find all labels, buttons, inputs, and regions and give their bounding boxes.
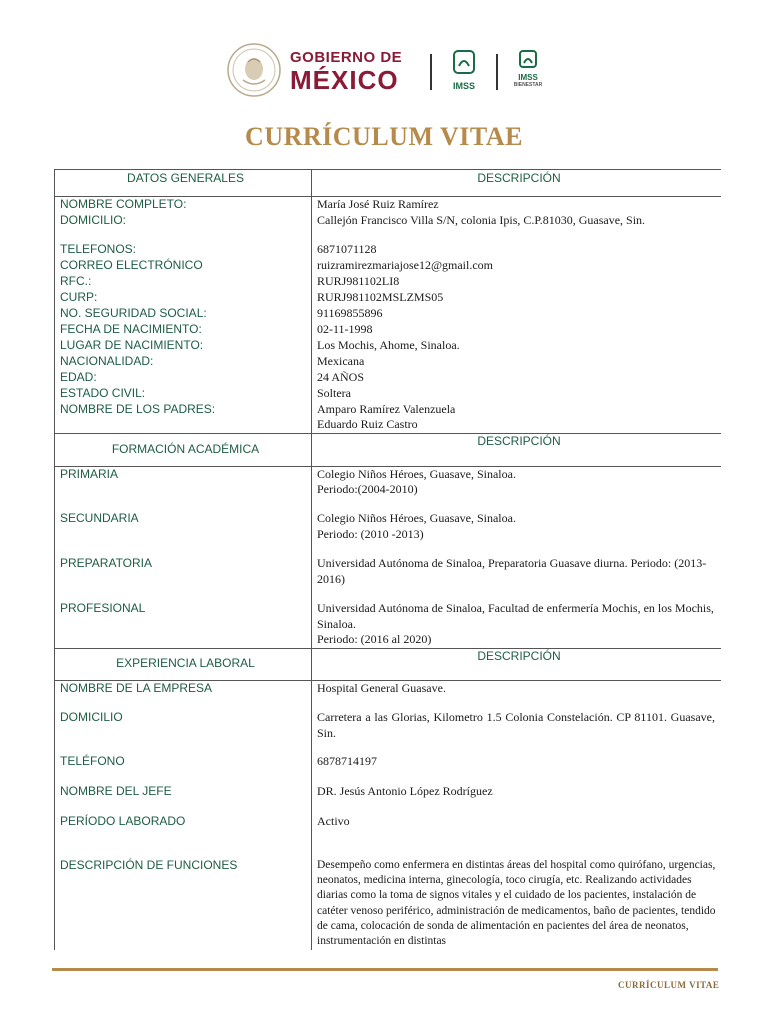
cv-table bbox=[54, 169, 721, 950]
field-label: LUGAR DE NACIMIENTO: bbox=[55, 338, 312, 354]
field-value: Callejón Francisco Villa S/N, colonia Ipis, C.P.81030, Guasave, Sin. bbox=[312, 213, 722, 242]
document-title: CURRÍCULUM VITAE bbox=[245, 122, 523, 151]
field-label: NOMBRE DE LOS PADRES: bbox=[55, 402, 312, 434]
table-row bbox=[55, 814, 722, 858]
section-description-header: DESCRIPCIÓN bbox=[312, 170, 722, 197]
school-name: Universidad Autónoma de Sinaloa, Preparatoria Guasave diurna. Periodo: (2013-2016) bbox=[317, 556, 707, 586]
field-label: ESTADO CIVIL: bbox=[55, 386, 312, 402]
field-label: NOMBRE DE LA EMPRESA bbox=[55, 680, 312, 710]
field-value: DR. Jesús Antonio López Rodríguez bbox=[312, 784, 722, 814]
field-label: PRIMARIA bbox=[55, 466, 312, 511]
gov-line2: MÉXICO bbox=[290, 65, 399, 95]
table-row bbox=[55, 402, 722, 434]
section-header-datos bbox=[55, 170, 722, 197]
field-label: RFC.: bbox=[55, 274, 312, 290]
field-value: Los Mochis, Ahome, Sinaloa. bbox=[312, 338, 722, 354]
cv-table-wrapper bbox=[54, 169, 721, 950]
table-row bbox=[55, 354, 722, 370]
table-row bbox=[55, 511, 722, 556]
section-description-header: DESCRIPCIÓN bbox=[312, 648, 722, 680]
section-title: FORMACIÓN ACADÉMICA bbox=[55, 433, 312, 466]
field-label: TELEFONOS: bbox=[55, 242, 312, 258]
footer-divider bbox=[52, 968, 718, 971]
table-row bbox=[55, 466, 722, 511]
field-value: Desempeño como enfermera en distintas áreas del hospital como quirófano, urgencias, neonatos, medicina interna, ginecología, toco cirugía, etc. Realizando actividades diarias como la toma de signos vitales y el cuidado de los pacientes, instalación de catéter venoso periférico, administración de medicamentos, baño de pacientes, tendido de cama, colocación de sonda de alimentación en pacientes del área de neonatos, instrumentación en distintas bbox=[312, 858, 722, 950]
field-value: Activo bbox=[312, 814, 722, 858]
table-row bbox=[55, 258, 722, 274]
table-row bbox=[55, 242, 722, 258]
field-label: NO. SEGURIDAD SOCIAL: bbox=[55, 306, 312, 322]
table-row bbox=[55, 274, 722, 290]
field-value bbox=[312, 402, 722, 434]
field-label: DOMICILIO bbox=[55, 710, 312, 754]
field-value: RURJ981102MSLZMS05 bbox=[312, 290, 722, 306]
table-row bbox=[55, 386, 722, 402]
field-label: PREPARATORIA bbox=[55, 556, 312, 601]
field-label: NACIONALIDAD: bbox=[55, 354, 312, 370]
field-value bbox=[312, 466, 722, 511]
field-value: María José Ruiz Ramírez bbox=[312, 197, 722, 213]
imss-bienestar-sub: BIENESTAR bbox=[513, 82, 543, 88]
table-row bbox=[55, 601, 722, 648]
page-header bbox=[0, 40, 768, 102]
field-value bbox=[312, 601, 722, 648]
field-value: Mexicana bbox=[312, 354, 722, 370]
imss-eagle-icon bbox=[452, 50, 476, 74]
field-label: CURP: bbox=[55, 290, 312, 306]
logo-divider bbox=[496, 54, 498, 90]
school-period: Periodo: (2016 al 2020) bbox=[317, 632, 432, 646]
table-row bbox=[55, 197, 722, 213]
field-value: ruizramirezmariajose12@gmail.com bbox=[312, 258, 722, 274]
section-title: EXPERIENCIA LABORAL bbox=[55, 648, 312, 680]
field-label: DESCRIPCIÓN DE FUNCIONES bbox=[55, 858, 312, 950]
field-value bbox=[312, 511, 722, 556]
field-label: CORREO ELECTRÓNICO bbox=[55, 258, 312, 274]
field-value bbox=[312, 556, 722, 601]
gov-line1: GOBIERNO DE bbox=[290, 49, 403, 66]
field-label: EDAD: bbox=[55, 370, 312, 386]
table-row bbox=[55, 213, 722, 242]
field-value: Soltera bbox=[312, 386, 722, 402]
imss-logo bbox=[446, 50, 482, 94]
field-value: Hospital General Guasave. bbox=[312, 680, 722, 710]
field-label: PERÍODO LABORADO bbox=[55, 814, 312, 858]
imss-label: IMSS bbox=[452, 81, 475, 91]
field-label: DOMICILIO: bbox=[55, 213, 312, 242]
field-label: PROFESIONAL bbox=[55, 601, 312, 648]
table-row bbox=[55, 370, 722, 386]
school-name: Universidad Autónoma de Sinaloa, Facultad de enfermería Mochis, en los Mochis, Sinaloa. bbox=[317, 601, 714, 631]
section-title: DATOS GENERALES bbox=[55, 170, 312, 197]
field-value: 91169855896 bbox=[312, 306, 722, 322]
section-description-header: DESCRIPCIÓN bbox=[312, 433, 722, 466]
imss-label: IMSS bbox=[518, 73, 538, 82]
field-value: RURJ981102LI8 bbox=[312, 274, 722, 290]
parent-name: Amparo Ramírez Valenzuela bbox=[317, 401, 456, 416]
gobierno-de-mexico-logo bbox=[290, 50, 402, 93]
table-row bbox=[55, 322, 722, 338]
table-row bbox=[55, 290, 722, 306]
table-row bbox=[55, 556, 722, 601]
field-value: 6878714197 bbox=[312, 754, 722, 784]
field-value: Carretera a las Glorias, Kilometro 1.5 Colonia Constelación. CP 81101. Guasave, Sin. bbox=[312, 710, 722, 754]
imss-bienestar-logo bbox=[510, 50, 546, 94]
field-value: 24 AÑOS bbox=[312, 370, 722, 386]
footer-title: CURRÍCULUM VITAE bbox=[618, 980, 720, 990]
table-row bbox=[55, 306, 722, 322]
school-name: Colegio Niños Héroes, Guasave, Sinaloa. bbox=[317, 466, 516, 481]
field-label: NOMBRE DEL JEFE bbox=[55, 784, 312, 814]
table-row bbox=[55, 710, 722, 754]
field-label: SECUNDARIA bbox=[55, 511, 312, 556]
section-header-formacion bbox=[55, 433, 722, 466]
field-value: 02-11-1998 bbox=[312, 322, 722, 338]
table-row bbox=[55, 754, 722, 784]
national-seal-icon bbox=[226, 42, 282, 98]
logo-divider bbox=[430, 54, 432, 90]
field-label: TELÉFONO bbox=[55, 754, 312, 784]
table-row bbox=[55, 680, 722, 710]
field-label: NOMBRE COMPLETO: bbox=[55, 197, 312, 213]
imss-bienestar-icon bbox=[517, 50, 539, 68]
school-period: Periodo: (2010 -2013) bbox=[317, 526, 424, 541]
parent-name: Eduardo Ruiz Castro bbox=[317, 417, 418, 431]
school-name: Colegio Niños Héroes, Guasave, Sinaloa. bbox=[317, 511, 516, 525]
school-period: Periodo:(2004-2010) bbox=[317, 482, 418, 496]
table-row bbox=[55, 784, 722, 814]
table-row bbox=[55, 338, 722, 354]
table-row bbox=[55, 858, 722, 950]
field-label: FECHA DE NACIMIENTO: bbox=[55, 322, 312, 338]
section-header-experiencia bbox=[55, 648, 722, 680]
field-value: 6871071128 bbox=[312, 242, 722, 258]
